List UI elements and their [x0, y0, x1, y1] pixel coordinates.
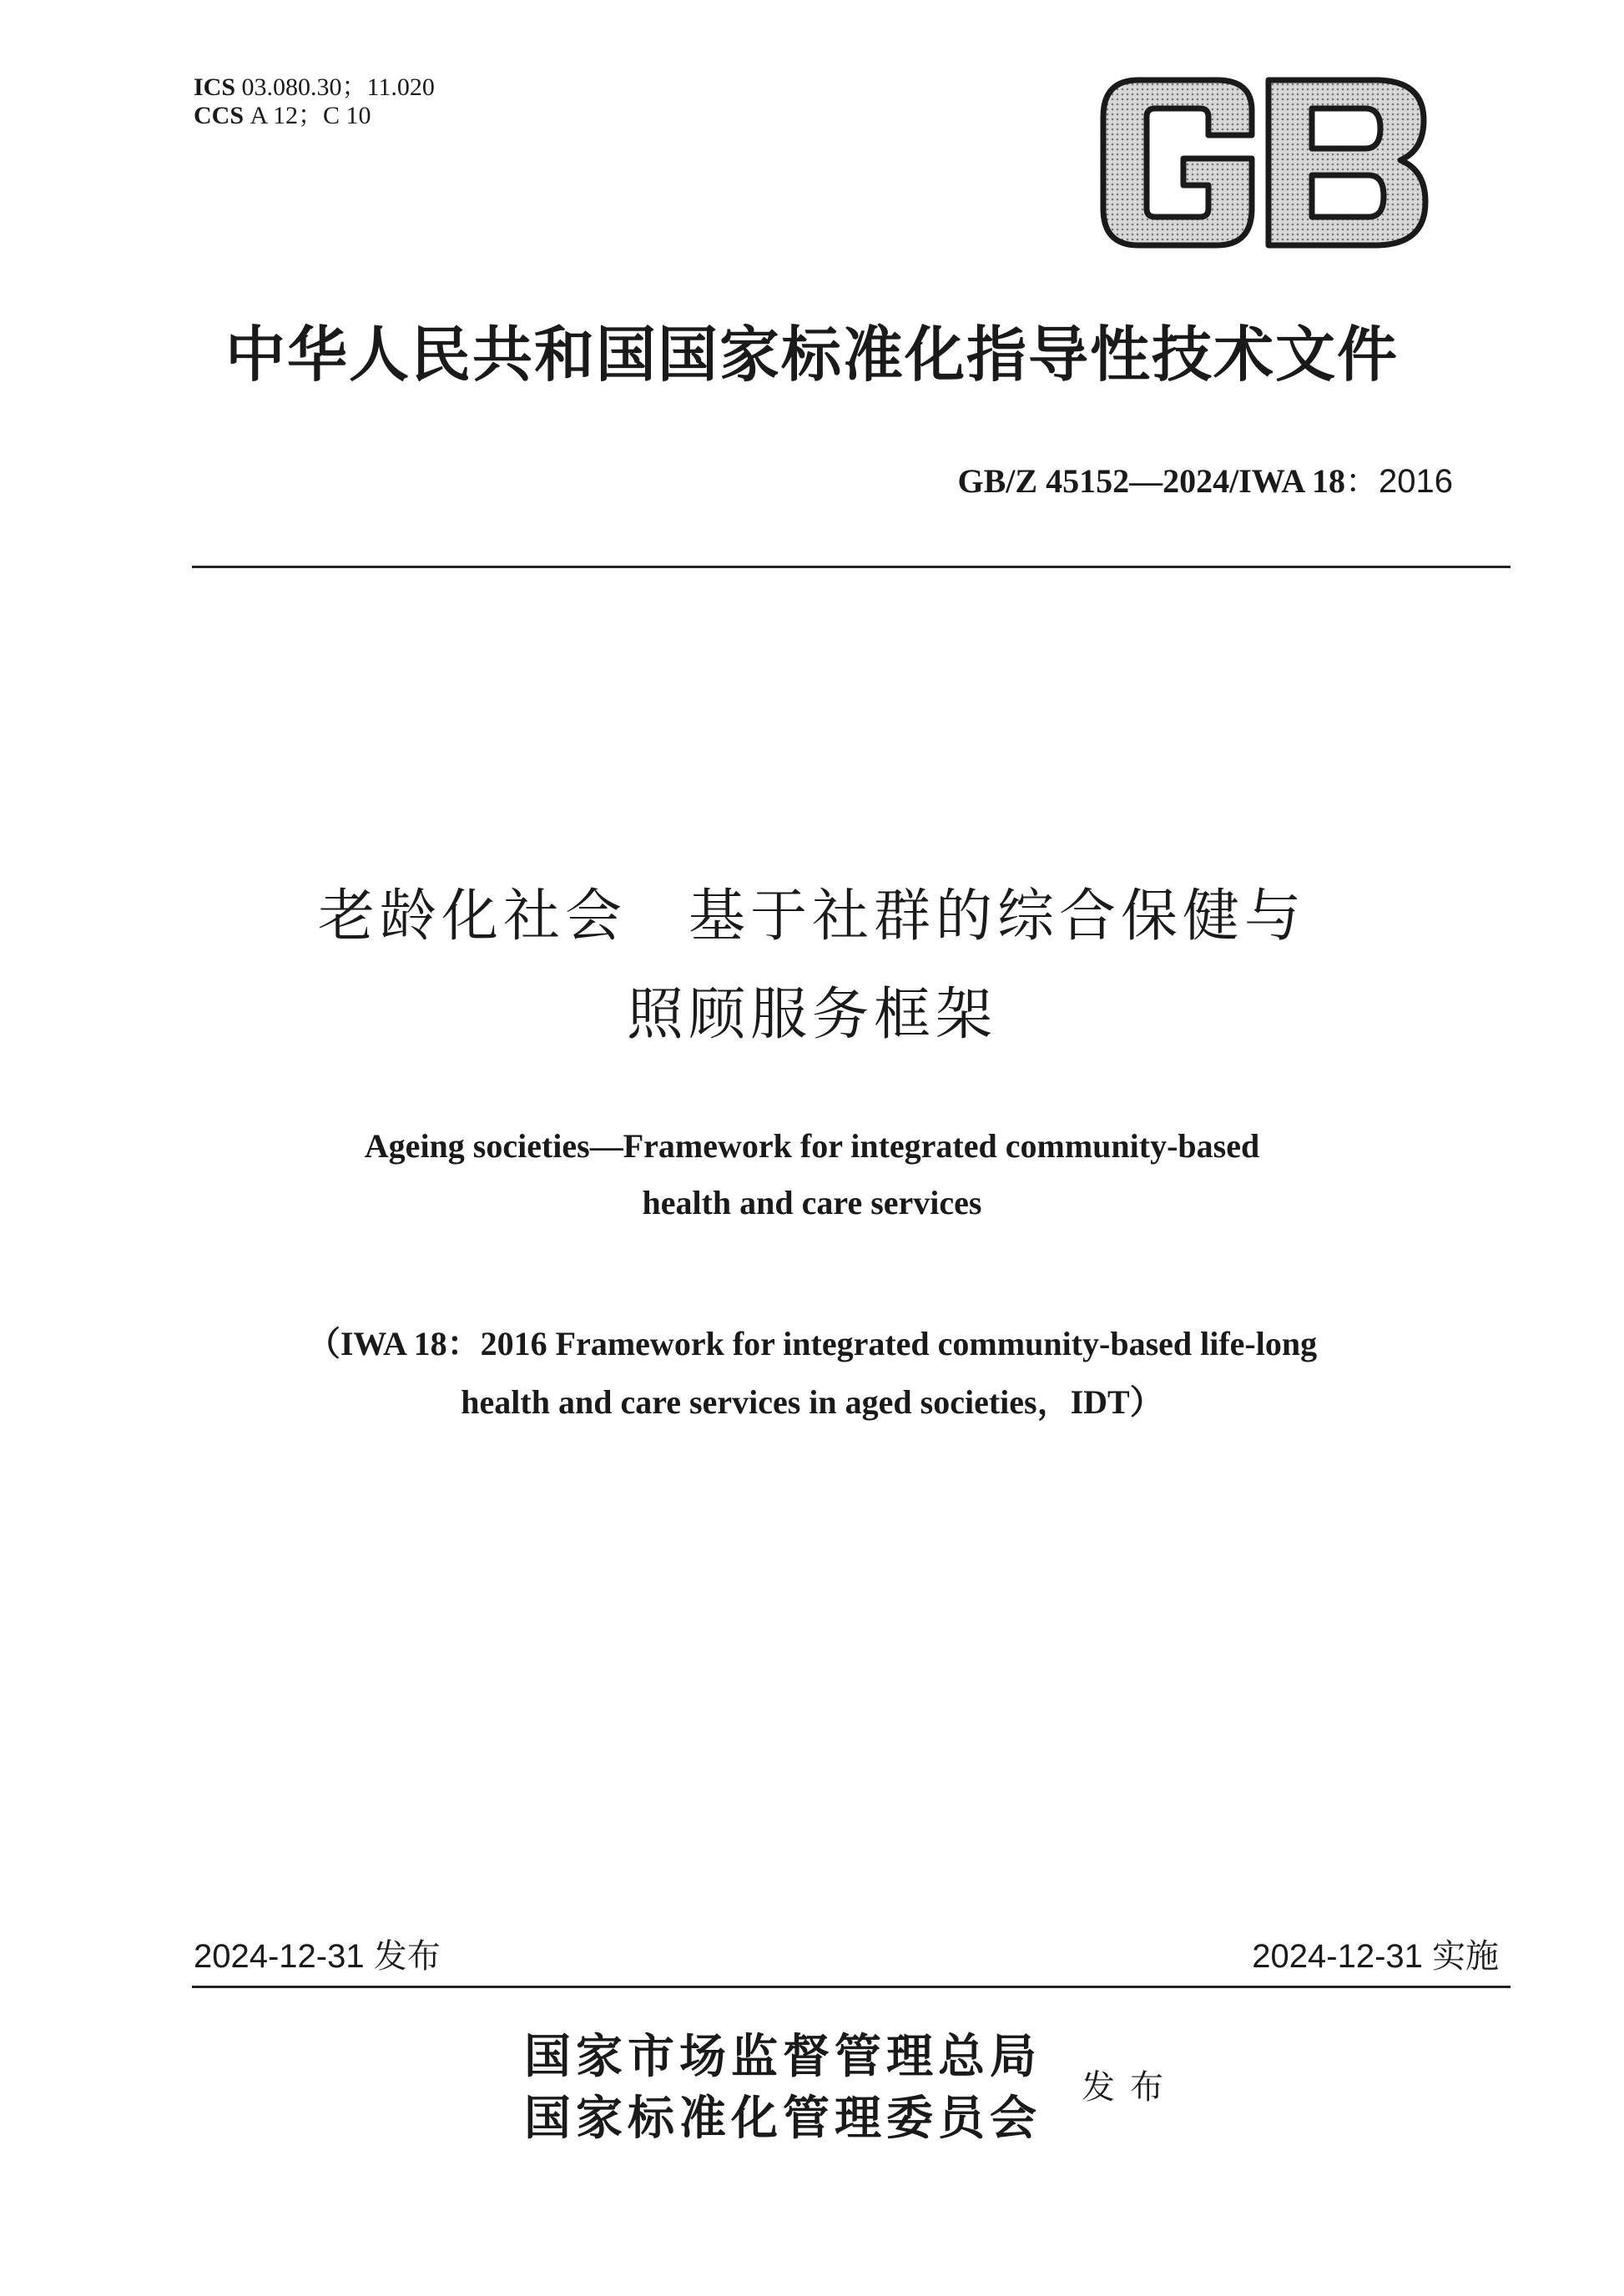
ics-code: ICS 03.080.30；11.020 — [194, 73, 435, 101]
issue-date: 2024-12-31 发布 — [194, 1938, 441, 1975]
english-title-line2: health and care services — [642, 1184, 982, 1221]
equivalence-note-line1: （IWA 18：2016 Framework for integrated community-based life-long — [306, 1325, 1318, 1362]
header-divider — [192, 566, 1511, 568]
footer-divider — [192, 1986, 1511, 1988]
equivalence-note-line2: health and care services in aged societies，IDT） — [461, 1383, 1163, 1421]
gb-logo — [1100, 77, 1429, 249]
equivalence-note — [0, 1315, 1624, 1432]
publish-label: 发布 — [1082, 2068, 1178, 2107]
english-title — [0, 1118, 1624, 1231]
ccs-code: CCS A 12；C 10 — [194, 102, 371, 129]
authority-samr: 国家市场监督管理总局 — [524, 2029, 1041, 2084]
english-title-line1: Ageing societies—Framework for integrated community-based — [364, 1127, 1260, 1165]
classification-codes — [194, 73, 435, 130]
publishing-authorities — [524, 2026, 1041, 2149]
standard-number: GB/Z 45152—2024/IWA 18：2016 — [957, 462, 1453, 500]
implementation-date: 2024-12-31 实施 — [1252, 1938, 1499, 1975]
authority-sac: 国家标准化管理委员会 — [524, 2091, 1041, 2146]
chinese-title-line1: 老龄化社会 基于社群的综合保健与 — [317, 884, 1306, 949]
chinese-title — [0, 868, 1624, 1065]
document-type-title: 中华人民共和国国家标准化指导性技术文件 — [224, 320, 1399, 390]
chinese-title-line2: 照顾服务框架 — [626, 982, 997, 1048]
